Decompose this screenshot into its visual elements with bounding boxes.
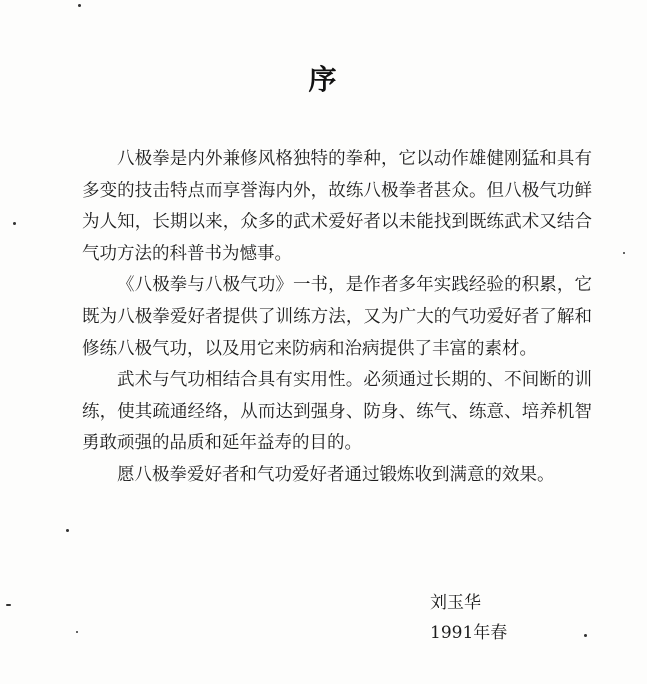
scan-speck	[623, 252, 625, 254]
paragraph-2: 《八极拳与八极气功》一书，是作者多年实践经验的积累，它既为八极拳爱好者提供了训练方法，又为广大的气功爱好者了解和修练八极气功，以及用它来防病和治病提供了丰富的素材。	[82, 275, 592, 359]
paragraph-4: 愿八极拳爱好者和气功爱好者通过锻炼收到满意的效果。	[117, 464, 555, 485]
scan-speck	[6, 604, 11, 606]
scan-speck	[584, 634, 587, 637]
scan-speck	[78, 4, 81, 7]
scan-speck	[13, 222, 16, 225]
signature-date: 1991年春	[430, 623, 508, 643]
scan-speck	[66, 529, 69, 532]
author-name: 刘玉华	[430, 593, 481, 613]
scan-speck	[76, 631, 78, 633]
signature-block	[430, 588, 507, 648]
paragraph-3: 武术与气功相结合具有实用性。必须通过长期的、不间断的训练，使其疏通经络，从而达到强身、防身、练气、练意、培养机智勇敢顽强的品质和延年益寿的目的。	[82, 370, 592, 454]
preface-body	[82, 144, 592, 492]
page-title: 序	[308, 63, 339, 96]
paragraph-1: 八极拳是内外兼修风格独特的拳种，它以动作雄健刚猛和具有多变的技击特点而享誉海内外，故练八极拳者甚众。但八极气功鲜为人知，长期以来，众多的武术爱好者以未能找到既练武术又结合气功方法的科普书为憾事。	[82, 149, 592, 264]
